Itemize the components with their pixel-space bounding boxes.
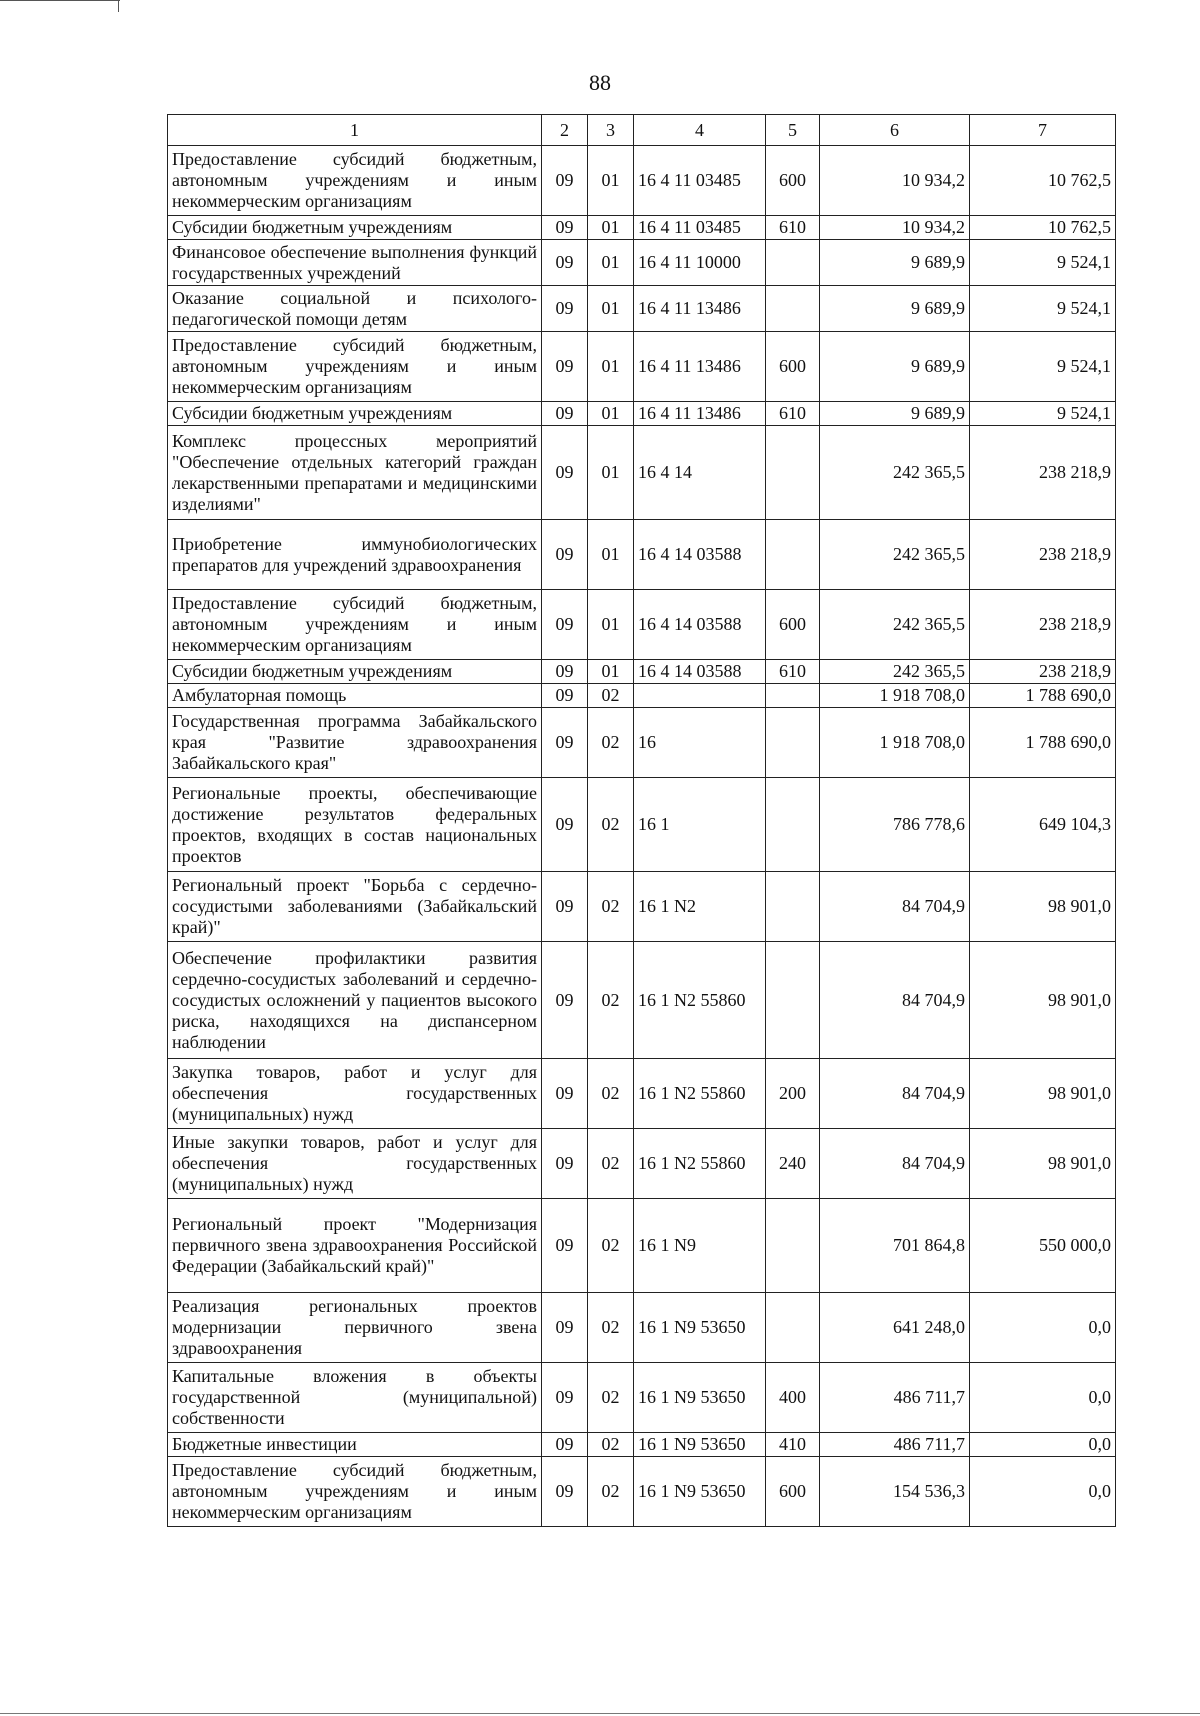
row-name-cell: Региональный проект "Модернизация первичного звена здравоохранения Российской Федерации (Забайкальский край)" bbox=[168, 1199, 542, 1293]
row-c2-cell: 09 bbox=[542, 684, 588, 708]
row-c6-cell: 84 704,9 bbox=[820, 872, 970, 942]
row-name-cell: Обеспечение профилактики развития сердечно-сосудистых заболеваний и сердечно-сосудистых осложнений у пациентов высокого риска, находящихся на диспансерном наблюдении bbox=[168, 942, 542, 1059]
row-c4-cell: 16 4 11 03485 bbox=[634, 146, 766, 216]
row-c6-cell: 10 934,2 bbox=[820, 216, 970, 240]
row-c7-cell: 0,0 bbox=[970, 1293, 1116, 1363]
scan-edge-top bbox=[0, 0, 120, 1]
row-c7-cell: 238 218,9 bbox=[970, 660, 1116, 684]
row-c3-cell: 01 bbox=[588, 426, 634, 520]
table-row bbox=[168, 426, 1116, 520]
table-row bbox=[168, 1293, 1116, 1363]
row-c7-cell: 649 104,3 bbox=[970, 778, 1116, 872]
row-c7-cell: 0,0 bbox=[970, 1433, 1116, 1457]
row-c6-cell: 84 704,9 bbox=[820, 942, 970, 1059]
table-row bbox=[168, 286, 1116, 332]
row-c5-cell bbox=[766, 520, 820, 590]
column-header-1: 1 bbox=[168, 115, 542, 146]
row-name-cell: Иные закупки товаров, работ и услуг для обеспечения государственных (муниципальных) нужд bbox=[168, 1129, 542, 1199]
row-c5-cell: 410 bbox=[766, 1433, 820, 1457]
row-c5-cell bbox=[766, 1199, 820, 1293]
row-name-cell: Реализация региональных проектов модернизации первичного звена здравоохранения bbox=[168, 1293, 542, 1363]
row-c4-cell: 16 1 N9 bbox=[634, 1199, 766, 1293]
row-c6-cell: 486 711,7 bbox=[820, 1433, 970, 1457]
row-name-cell: Финансовое обеспечение выполнения функций государственных учреждений bbox=[168, 240, 542, 286]
table-row bbox=[168, 332, 1116, 402]
row-c7-cell: 0,0 bbox=[970, 1457, 1116, 1527]
row-c2-cell: 09 bbox=[542, 708, 588, 778]
table-row bbox=[168, 778, 1116, 872]
row-name-cell: Закупка товаров, работ и услуг для обеспечения государственных (муниципальных) нужд bbox=[168, 1059, 542, 1129]
row-c4-cell: 16 1 N9 53650 bbox=[634, 1433, 766, 1457]
table-row bbox=[168, 1457, 1116, 1527]
row-c4-cell: 16 4 11 13486 bbox=[634, 286, 766, 332]
row-c2-cell: 09 bbox=[542, 1457, 588, 1527]
table-row bbox=[168, 1129, 1116, 1199]
table-row bbox=[168, 708, 1116, 778]
table-row bbox=[168, 1363, 1116, 1433]
table-row bbox=[168, 590, 1116, 660]
row-c3-cell: 01 bbox=[588, 146, 634, 216]
row-c7-cell: 98 901,0 bbox=[970, 942, 1116, 1059]
row-c6-cell: 1 918 708,0 bbox=[820, 708, 970, 778]
row-c4-cell: 16 1 N9 53650 bbox=[634, 1363, 766, 1433]
row-c5-cell: 240 bbox=[766, 1129, 820, 1199]
row-name-cell: Бюджетные инвестиции bbox=[168, 1433, 542, 1457]
row-c2-cell: 09 bbox=[542, 778, 588, 872]
row-name-cell: Приобретение иммунобиологических препаратов для учреждений здравоохранения bbox=[168, 520, 542, 590]
row-c2-cell: 09 bbox=[542, 660, 588, 684]
row-c2-cell: 09 bbox=[542, 332, 588, 402]
row-c6-cell: 701 864,8 bbox=[820, 1199, 970, 1293]
table-row bbox=[168, 1059, 1116, 1129]
row-c3-cell: 01 bbox=[588, 402, 634, 426]
row-c3-cell: 02 bbox=[588, 872, 634, 942]
row-c6-cell: 84 704,9 bbox=[820, 1059, 970, 1129]
row-c6-cell: 641 248,0 bbox=[820, 1293, 970, 1363]
row-c3-cell: 02 bbox=[588, 1129, 634, 1199]
table-row bbox=[168, 146, 1116, 216]
row-c7-cell: 1 788 690,0 bbox=[970, 684, 1116, 708]
row-c6-cell: 9 689,9 bbox=[820, 402, 970, 426]
row-c7-cell: 9 524,1 bbox=[970, 332, 1116, 402]
page-number: 88 bbox=[589, 70, 611, 95]
row-name-cell: Предоставление субсидий бюджетным, автономным учреждениям и иным некоммерческим организациям bbox=[168, 332, 542, 402]
row-c6-cell: 84 704,9 bbox=[820, 1129, 970, 1199]
row-c4-cell: 16 1 N2 55860 bbox=[634, 1059, 766, 1129]
row-c2-cell: 09 bbox=[542, 590, 588, 660]
row-c5-cell bbox=[766, 872, 820, 942]
row-c3-cell: 02 bbox=[588, 1457, 634, 1527]
row-c7-cell: 98 901,0 bbox=[970, 872, 1116, 942]
row-c2-cell: 09 bbox=[542, 240, 588, 286]
table-header bbox=[168, 115, 1116, 146]
column-header-4: 4 bbox=[634, 115, 766, 146]
row-c6-cell: 242 365,5 bbox=[820, 660, 970, 684]
table-row bbox=[168, 216, 1116, 240]
row-c2-cell: 09 bbox=[542, 216, 588, 240]
row-c3-cell: 02 bbox=[588, 708, 634, 778]
table-row bbox=[168, 402, 1116, 426]
row-c2-cell: 09 bbox=[542, 1199, 588, 1293]
row-c3-cell: 02 bbox=[588, 684, 634, 708]
row-c6-cell: 786 778,6 bbox=[820, 778, 970, 872]
row-c5-cell bbox=[766, 708, 820, 778]
row-c4-cell: 16 4 14 03588 bbox=[634, 590, 766, 660]
row-c5-cell: 600 bbox=[766, 1457, 820, 1527]
row-name-cell: Предоставление субсидий бюджетным, автономным учреждениям и иным некоммерческим организациям bbox=[168, 1457, 542, 1527]
row-name-cell: Комплекс процессных мероприятий "Обеспечение отдельных категорий граждан лекарственными препаратами и медицинскими изделиями" bbox=[168, 426, 542, 520]
row-c5-cell: 400 bbox=[766, 1363, 820, 1433]
table-row bbox=[168, 872, 1116, 942]
row-c2-cell: 09 bbox=[542, 286, 588, 332]
row-c4-cell: 16 4 11 10000 bbox=[634, 240, 766, 286]
row-c3-cell: 01 bbox=[588, 520, 634, 590]
row-c2-cell: 09 bbox=[542, 402, 588, 426]
row-c7-cell: 9 524,1 bbox=[970, 402, 1116, 426]
table-row bbox=[168, 942, 1116, 1059]
row-c7-cell: 0,0 bbox=[970, 1363, 1116, 1433]
row-c5-cell bbox=[766, 426, 820, 520]
row-c7-cell: 98 901,0 bbox=[970, 1059, 1116, 1129]
row-c6-cell: 486 711,7 bbox=[820, 1363, 970, 1433]
row-c7-cell: 238 218,9 bbox=[970, 590, 1116, 660]
row-c5-cell bbox=[766, 684, 820, 708]
row-c6-cell: 9 689,9 bbox=[820, 332, 970, 402]
table-body bbox=[168, 146, 1116, 1527]
row-name-cell: Субсидии бюджетным учреждениям bbox=[168, 402, 542, 426]
row-c6-cell: 154 536,3 bbox=[820, 1457, 970, 1527]
row-c6-cell: 10 934,2 bbox=[820, 146, 970, 216]
row-c5-cell bbox=[766, 1293, 820, 1363]
row-c3-cell: 01 bbox=[588, 332, 634, 402]
row-c5-cell: 610 bbox=[766, 402, 820, 426]
row-c4-cell: 16 4 14 bbox=[634, 426, 766, 520]
row-c2-cell: 09 bbox=[542, 872, 588, 942]
row-c7-cell: 1 788 690,0 bbox=[970, 708, 1116, 778]
row-c5-cell: 600 bbox=[766, 590, 820, 660]
row-c6-cell: 9 689,9 bbox=[820, 240, 970, 286]
row-c5-cell: 600 bbox=[766, 146, 820, 216]
table-row bbox=[168, 240, 1116, 286]
row-c3-cell: 01 bbox=[588, 660, 634, 684]
row-c2-cell: 09 bbox=[542, 520, 588, 590]
row-c4-cell: 16 4 11 03485 bbox=[634, 216, 766, 240]
row-c3-cell: 02 bbox=[588, 1433, 634, 1457]
row-c3-cell: 01 bbox=[588, 590, 634, 660]
row-c4-cell: 16 4 11 13486 bbox=[634, 402, 766, 426]
column-header-7: 7 bbox=[970, 115, 1116, 146]
row-c4-cell: 16 4 11 13486 bbox=[634, 332, 766, 402]
row-c6-cell: 1 918 708,0 bbox=[820, 684, 970, 708]
row-c7-cell: 98 901,0 bbox=[970, 1129, 1116, 1199]
row-name-cell: Капитальные вложения в объекты государственной (муниципальной) собственности bbox=[168, 1363, 542, 1433]
row-c4-cell: 16 1 N2 bbox=[634, 872, 766, 942]
row-c6-cell: 242 365,5 bbox=[820, 590, 970, 660]
budget-table bbox=[167, 114, 1116, 1527]
row-c3-cell: 02 bbox=[588, 778, 634, 872]
column-header-3: 3 bbox=[588, 115, 634, 146]
row-name-cell: Государственная программа Забайкальского края "Развитие здравоохранения Забайкальского края" bbox=[168, 708, 542, 778]
header-row bbox=[168, 115, 1116, 146]
row-c6-cell: 9 689,9 bbox=[820, 286, 970, 332]
row-c5-cell bbox=[766, 286, 820, 332]
row-name-cell: Субсидии бюджетным учреждениям bbox=[168, 216, 542, 240]
row-c5-cell bbox=[766, 240, 820, 286]
scan-edge-mark bbox=[118, 0, 119, 12]
row-name-cell: Региональные проекты, обеспечивающие достижение результатов федеральных проектов, входящих в состав национальных проектов bbox=[168, 778, 542, 872]
row-c7-cell: 9 524,1 bbox=[970, 240, 1116, 286]
table-row bbox=[168, 1433, 1116, 1457]
row-c4-cell bbox=[634, 684, 766, 708]
column-header-5: 5 bbox=[766, 115, 820, 146]
row-c2-cell: 09 bbox=[542, 426, 588, 520]
row-name-cell: Субсидии бюджетным учреждениям bbox=[168, 660, 542, 684]
row-c7-cell: 238 218,9 bbox=[970, 426, 1116, 520]
row-c3-cell: 02 bbox=[588, 1059, 634, 1129]
row-c4-cell: 16 1 N2 55860 bbox=[634, 942, 766, 1059]
row-c5-cell: 610 bbox=[766, 216, 820, 240]
row-c7-cell: 9 524,1 bbox=[970, 286, 1116, 332]
row-c5-cell: 200 bbox=[766, 1059, 820, 1129]
row-c2-cell: 09 bbox=[542, 1293, 588, 1363]
row-c5-cell: 600 bbox=[766, 332, 820, 402]
row-c5-cell: 610 bbox=[766, 660, 820, 684]
row-c6-cell: 242 365,5 bbox=[820, 520, 970, 590]
row-c3-cell: 01 bbox=[588, 240, 634, 286]
row-c7-cell: 550 000,0 bbox=[970, 1199, 1116, 1293]
table-row bbox=[168, 660, 1116, 684]
table-row bbox=[168, 1199, 1116, 1293]
row-c5-cell bbox=[766, 778, 820, 872]
row-c3-cell: 02 bbox=[588, 942, 634, 1059]
row-c3-cell: 02 bbox=[588, 1293, 634, 1363]
row-c4-cell: 16 4 14 03588 bbox=[634, 660, 766, 684]
row-c4-cell: 16 1 N2 55860 bbox=[634, 1129, 766, 1199]
row-name-cell: Региональный проект "Борьба с сердечно-сосудистыми заболеваниями (Забайкальский край)" bbox=[168, 872, 542, 942]
row-c7-cell: 238 218,9 bbox=[970, 520, 1116, 590]
table-row bbox=[168, 684, 1116, 708]
row-name-cell: Амбулаторная помощь bbox=[168, 684, 542, 708]
row-name-cell: Предоставление субсидий бюджетным, автономным учреждениям и иным некоммерческим организациям bbox=[168, 146, 542, 216]
row-c7-cell: 10 762,5 bbox=[970, 216, 1116, 240]
row-c4-cell: 16 4 14 03588 bbox=[634, 520, 766, 590]
row-c4-cell: 16 1 bbox=[634, 778, 766, 872]
row-c2-cell: 09 bbox=[542, 1363, 588, 1433]
row-c2-cell: 09 bbox=[542, 1129, 588, 1199]
row-c4-cell: 16 1 N9 53650 bbox=[634, 1293, 766, 1363]
row-c4-cell: 16 1 N9 53650 bbox=[634, 1457, 766, 1527]
row-name-cell: Оказание социальной и психолого-педагогической помощи детям bbox=[168, 286, 542, 332]
row-c3-cell: 01 bbox=[588, 286, 634, 332]
row-c7-cell: 10 762,5 bbox=[970, 146, 1116, 216]
row-c3-cell: 02 bbox=[588, 1199, 634, 1293]
column-header-2: 2 bbox=[542, 115, 588, 146]
row-c2-cell: 09 bbox=[542, 1059, 588, 1129]
row-c2-cell: 09 bbox=[542, 146, 588, 216]
column-header-6: 6 bbox=[820, 115, 970, 146]
row-c3-cell: 02 bbox=[588, 1363, 634, 1433]
row-c6-cell: 242 365,5 bbox=[820, 426, 970, 520]
row-c2-cell: 09 bbox=[542, 1433, 588, 1457]
row-c3-cell: 01 bbox=[588, 216, 634, 240]
row-name-cell: Предоставление субсидий бюджетным, автономным учреждениям и иным некоммерческим организациям bbox=[168, 590, 542, 660]
scan-edge-bottom bbox=[0, 1713, 1200, 1714]
table-row bbox=[168, 520, 1116, 590]
row-c5-cell bbox=[766, 942, 820, 1059]
row-c4-cell: 16 bbox=[634, 708, 766, 778]
row-c2-cell: 09 bbox=[542, 942, 588, 1059]
